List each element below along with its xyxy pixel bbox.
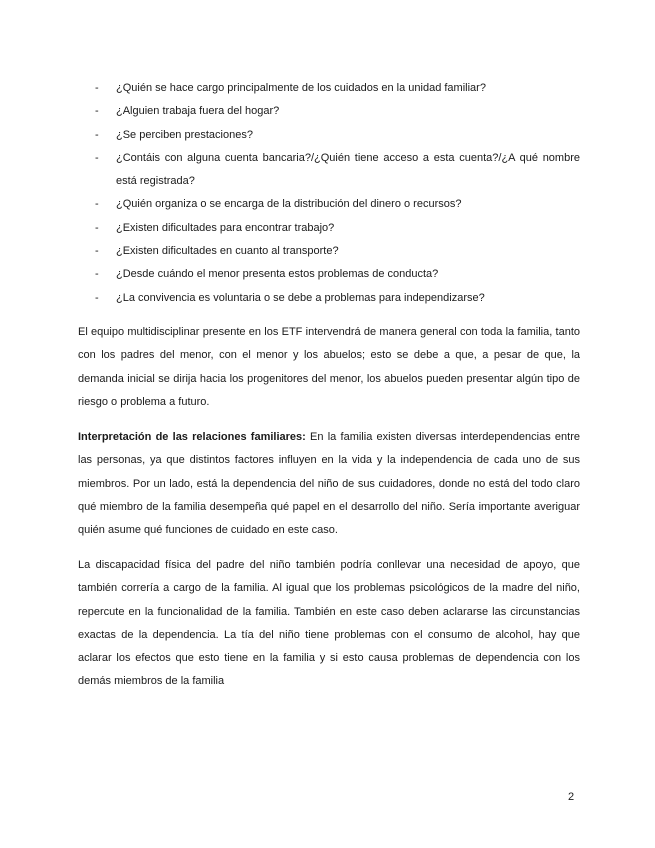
list-bullet: - [95, 221, 99, 234]
list-item [78, 100, 580, 123]
question-text: ¿Existen dificultades en cuanto al transporte? [116, 245, 339, 258]
list-item [78, 147, 580, 194]
question-text: ¿Desde cuándo el menor presenta estos problemas de conducta? [116, 268, 439, 281]
paragraph-team-intervention: El equipo multidisciplinar presente en los ETF intervendrá de manera general con toda la familia, tanto con los padres del menor, con el menor y los abuelos; esto se debe a que, a pesar de que, la demanda inicial se dirija hacia los progenitores del menor, los abuelos pueden presentar algún tipo de riesgo o problema a futuro. [78, 326, 580, 408]
list-bullet: - [95, 245, 99, 258]
question-text: ¿La convivencia es voluntaria o se debe a problemas para independizarse? [116, 291, 485, 304]
list-item [78, 287, 580, 310]
list-bullet: - [95, 151, 99, 164]
question-text: ¿Existen dificultades para encontrar trabajo? [116, 221, 335, 234]
question-text: ¿Quién organiza o se encarga de la distribución del dinero o recursos? [116, 198, 462, 211]
paragraph-dependencies: La discapacidad física del padre del niño también podría conllevar una necesidad de apoyo, que también correría a cargo de la familia. Al igual que los problemas psicológicos de la madre del niño, repercute en la funcionalidad de la familia. También en este caso deben aclararse las circunstancias exactas de la dependencia. La tía del niño tiene problemas con el consumo de alcohol, hay que aclarar los efectos que esto tiene en la familia y si esto causa problemas de dependencia con los demás miembros de la familia [78, 559, 580, 688]
question-text: ¿Se perciben prestaciones? [116, 128, 253, 141]
question-list [78, 77, 580, 310]
question-text: ¿Alguien trabaja fuera del hogar? [116, 105, 280, 118]
list-item [78, 240, 580, 263]
list-bullet: - [95, 82, 99, 94]
list-item [78, 263, 580, 286]
paragraph-body: En la familia existen diversas interdependencias entre las personas, ya que distintos factores influyen en la vida y la independencia de cada uno de sus miembros. Por un lado, está la dependencia del niño de sus cuidadores, donde no está del todo claro qué miembro de la familia desempeña qué papel en el desarrollo del niño. Sería importante averiguar quién asume qué funciones de cuidado en este caso. [78, 431, 580, 537]
paragraph-lead-heading: Interpretación de las relaciones familiares: [78, 431, 306, 443]
question-text: ¿Contáis con alguna cuenta bancaria?/¿Quién tiene acceso a esta cuenta?/¿A qué nombre está registrada? [116, 151, 580, 188]
paragraph-family-relations [78, 426, 580, 542]
list-item [78, 124, 580, 147]
list-bullet: - [95, 128, 99, 141]
list-item [78, 193, 580, 216]
list-bullet: - [95, 198, 99, 211]
list-item [78, 77, 580, 100]
list-item [78, 217, 580, 240]
list-bullet: - [95, 291, 99, 304]
question-text: ¿Quién se hace cargo principalmente de los cuidados en la unidad familiar? [116, 82, 486, 94]
list-bullet: - [95, 268, 99, 281]
page-number: 2 [568, 791, 575, 803]
list-bullet: - [95, 105, 99, 118]
